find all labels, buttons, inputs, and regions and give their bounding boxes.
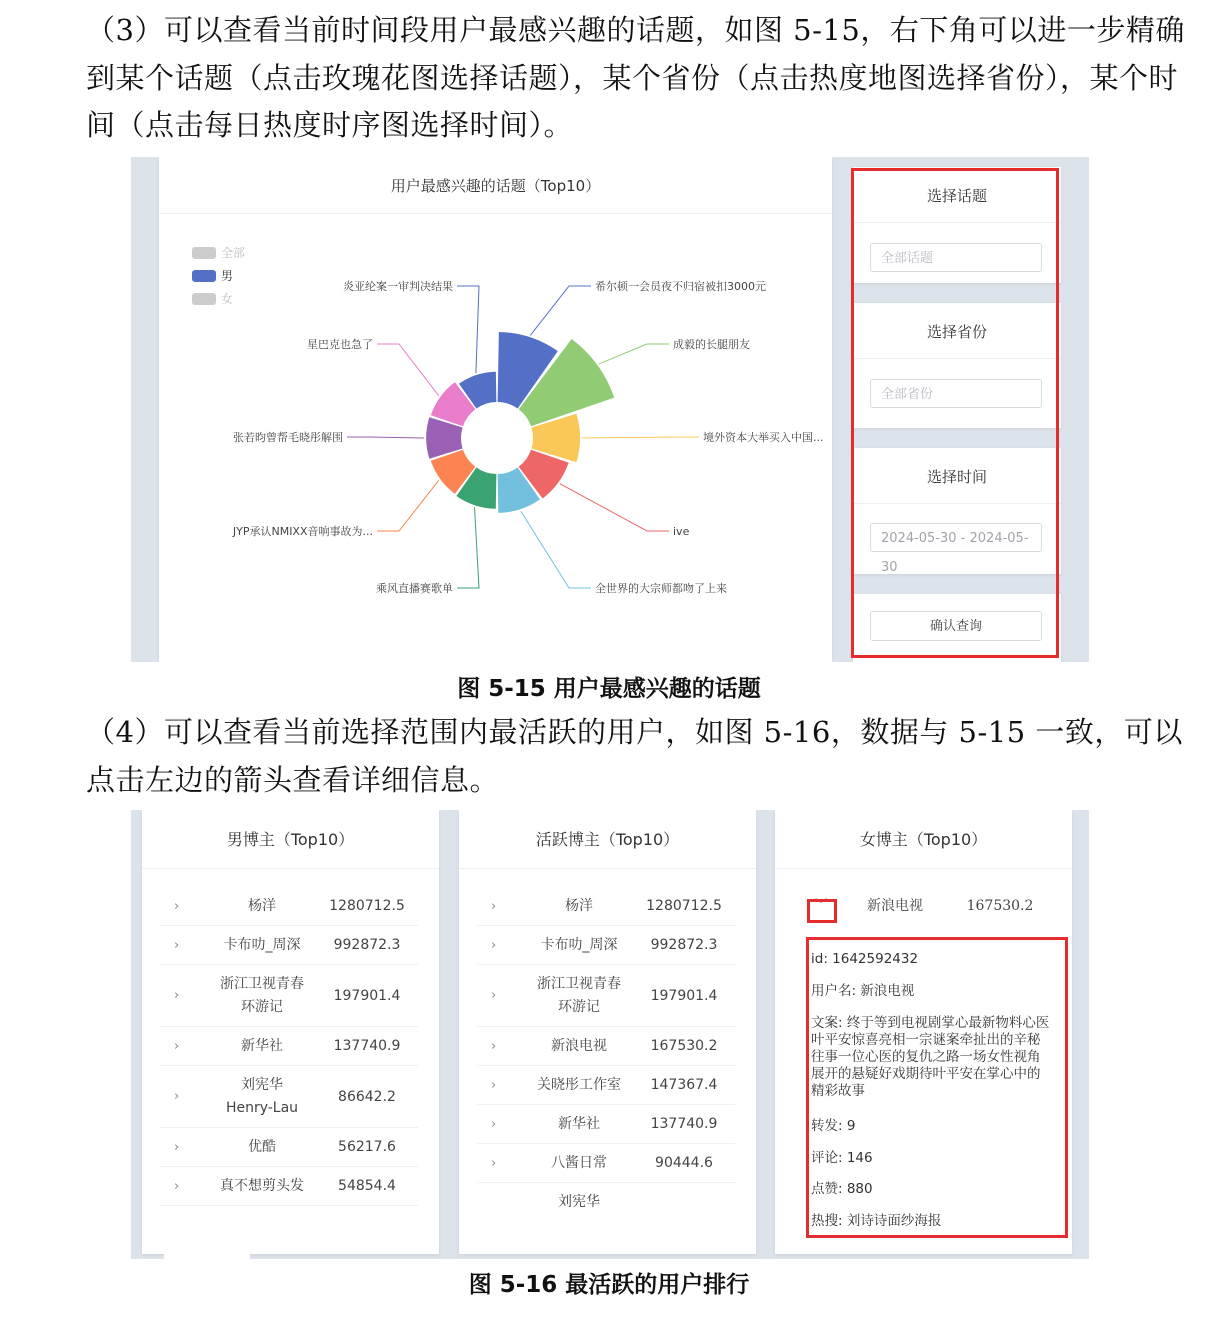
row-name: 杨洋 — [565, 897, 593, 914]
detail-comments: 评论: 146 — [811, 1150, 873, 1166]
table-row[interactable] — [160, 887, 418, 926]
row-name: 卡布叻_周深 — [223, 936, 301, 953]
chevron-right-icon[interactable]: › — [491, 1038, 497, 1054]
row-name: 浙江卫视青春环游记 — [537, 975, 621, 1015]
row-name: 真不想剪头发 — [220, 1177, 304, 1194]
row-value: 137740.9 — [650, 1116, 718, 1132]
row-name: 新浪电视 — [551, 1037, 607, 1054]
row-name: 新华社 — [558, 1115, 600, 1132]
slice-label: 希尔顿一会员夜不归宿被扣3000元 — [595, 280, 766, 293]
table-row[interactable] — [477, 965, 735, 1027]
label-leader-line — [521, 511, 591, 588]
male-blogger-title: 男博主（Top10） — [142, 810, 439, 869]
label-leader-line — [530, 286, 591, 335]
table-row[interactable] — [160, 926, 418, 965]
row-value: 90444.6 — [655, 1155, 713, 1171]
table-row[interactable] — [477, 1066, 735, 1105]
chevron-down-icon[interactable]: ﹀ — [815, 897, 828, 911]
label-leader-line — [377, 344, 439, 396]
slice-label: 全世界的大宗师都吻了上来 — [595, 582, 727, 595]
label-leader-line — [582, 437, 699, 438]
highlight-box-filters — [851, 168, 1059, 658]
figure-5-16 — [131, 810, 1089, 1259]
legend-label[interactable]: 全部 — [221, 246, 246, 260]
topic-select-input[interactable]: 全部话题 — [870, 243, 1042, 272]
label-leader-line — [457, 507, 479, 588]
row-name: 刘宪华 — [558, 1193, 600, 1210]
active-blogger-list — [477, 887, 735, 1221]
detail-copy: 文案: 终于等到电视剧掌心最新物料心医叶平安惊喜亮相一宗谜案牵扯出的辛秘往事一位心医的复仇之路一场女性视角展开的悬疑好戏期待叶平安在掌心中的精彩故事 — [811, 1015, 1050, 1099]
label-leader-line — [599, 344, 669, 364]
row-value: 197901.4 — [333, 987, 401, 1004]
chevron-right-icon[interactable]: › — [491, 1116, 497, 1132]
topic-panel-title: 选择话题 — [853, 167, 1061, 223]
date-range-input[interactable]: 2024-05-30 - 2024-05-30 — [870, 523, 1042, 552]
row-value: 992872.3 — [650, 937, 718, 953]
row-value: 86642.2 — [338, 1088, 396, 1105]
slice-label: ive — [673, 525, 690, 538]
chevron-right-icon[interactable]: › — [174, 937, 180, 953]
time-panel-title: 选择时间 — [853, 448, 1061, 504]
detail-likes: 点赞: 880 — [811, 1181, 873, 1197]
legend-swatch[interactable] — [192, 293, 216, 305]
row-name: 关晓彤工作室 — [537, 1076, 621, 1093]
male-blogger-list — [160, 887, 418, 1206]
row-name: 新华社 — [241, 1037, 283, 1054]
table-row[interactable] — [477, 1183, 735, 1221]
row-value: 992872.3 — [333, 937, 401, 953]
row-value: 167530.2 — [966, 898, 1034, 914]
slice-label: 乘风直播赛歌单 — [376, 582, 453, 595]
legend-label[interactable]: 女 — [221, 292, 234, 306]
row-value: 54854.4 — [338, 1178, 396, 1194]
row-name: 卡布叻_周深 — [540, 936, 618, 953]
chevron-right-icon[interactable]: › — [491, 898, 497, 914]
row-value: 147367.4 — [650, 1077, 718, 1093]
row-name: 八酱日常 — [551, 1154, 607, 1171]
chart-title: 用户最感兴趣的话题（Top10） — [159, 157, 832, 214]
province-panel-title: 选择省份 — [853, 303, 1061, 359]
paragraph-figure-5-16-intro: （4）可以查看当前选择范围内最活跃的用户，如图 5-16，数据与 5-15 一致，可以点击左边的箭头查看详细信息。 — [86, 715, 1183, 797]
active-blogger-title: 活跃博主（Top10） — [459, 810, 756, 869]
detail-reposts: 转发: 9 — [811, 1118, 856, 1134]
legend-swatch[interactable] — [192, 247, 216, 259]
highlight-box-expand-arrow — [807, 899, 837, 923]
row-value: 197901.4 — [650, 987, 718, 1004]
province-select-input[interactable]: 全部省份 — [870, 379, 1042, 408]
row-value: 167530.2 — [650, 1038, 718, 1054]
row-value: 1280712.5 — [646, 898, 722, 914]
slice-label: 炎亚纶案一审判决结果 — [343, 280, 453, 293]
table-row[interactable] — [477, 1027, 735, 1066]
highlight-box-detail — [806, 937, 1068, 1238]
slice-label: 境外资本大举买入中国... — [703, 431, 824, 444]
chevron-right-icon[interactable]: › — [174, 1139, 180, 1155]
row-value: 1280712.5 — [329, 898, 405, 914]
legend-label[interactable]: 男 — [221, 269, 234, 283]
row-name: 刘宪华Henry-Lau — [225, 1076, 299, 1116]
table-row[interactable] — [160, 1167, 418, 1206]
chevron-right-icon[interactable]: › — [174, 1089, 180, 1104]
row-name: 杨洋 — [248, 897, 276, 914]
confirm-query-button[interactable]: 确认查询 — [870, 611, 1042, 641]
table-row[interactable] — [160, 1066, 418, 1128]
legend-swatch[interactable] — [192, 270, 216, 282]
chevron-right-icon[interactable]: › — [174, 1038, 180, 1054]
table-row[interactable] — [477, 1105, 735, 1144]
rose-chart[interactable] — [159, 157, 832, 662]
slice-label: 成毅的长腿朋友 — [673, 338, 750, 351]
row-name: 新浪电视 — [867, 898, 923, 914]
row-value — [639, 1183, 729, 1221]
row-value: 137740.9 — [333, 1038, 401, 1054]
figure-5-15 — [131, 157, 1089, 662]
detail-username: 用户名: 新浪电视 — [811, 983, 915, 999]
paragraph-figure-5-15-intro: （3）可以查看当前时间段用户最感兴趣的话题，如图 5-15，右下角可以进一步精确到某个话题（点击玫瑰花图选择话题），某个省份（点击热度地图选择省份），某个时间（点击每日热度时序图选择时间）。 — [86, 13, 1185, 142]
row-name: 优酷 — [248, 1138, 276, 1155]
chevron-right-icon[interactable]: › — [174, 988, 180, 1003]
detail-id: id: 1642592432 — [811, 951, 919, 967]
detail-hot-search: 热搜: 刘诗诗面纱海报 — [811, 1213, 942, 1229]
table-row[interactable] — [477, 1144, 735, 1183]
table-row[interactable] — [160, 1027, 418, 1066]
chevron-right-icon[interactable]: › — [491, 937, 497, 953]
figure-5-16-caption: 图 5-16 最活跃的用户排行 — [468, 1272, 750, 1298]
table-row[interactable] — [160, 965, 418, 1027]
active-blogger-card — [459, 810, 756, 1254]
chevron-right-icon[interactable]: › — [491, 1155, 497, 1171]
label-leader-line — [560, 484, 669, 531]
table-row[interactable] — [160, 1128, 418, 1167]
topic-chart-card — [159, 157, 832, 662]
label-leader-line — [347, 437, 424, 438]
row-value: 56217.6 — [338, 1139, 396, 1155]
row-name: 浙江卫视青春环游记 — [220, 975, 304, 1015]
label-leader-line — [377, 480, 439, 531]
chevron-right-icon[interactable]: › — [174, 898, 180, 914]
chevron-right-icon[interactable]: › — [174, 1178, 180, 1194]
male-blogger-card — [142, 810, 439, 1254]
label-leader-line — [457, 286, 479, 373]
slice-label: JYP承认NMIXX音响事故为... — [232, 525, 373, 538]
figure-5-15-caption: 图 5-15 用户最感兴趣的话题 — [457, 676, 761, 702]
table-row[interactable] — [477, 926, 735, 965]
table-row[interactable] — [477, 887, 735, 926]
chevron-right-icon[interactable]: › — [491, 1077, 497, 1093]
scrollbar-handle[interactable] — [164, 1254, 250, 1259]
female-blogger-title: 女博主（Top10） — [775, 810, 1072, 869]
slice-label: 张若昀曾帮毛晓彤解围 — [233, 431, 343, 444]
chevron-right-icon[interactable]: › — [491, 988, 497, 1003]
slice-label: 星巴克也急了 — [307, 338, 373, 351]
